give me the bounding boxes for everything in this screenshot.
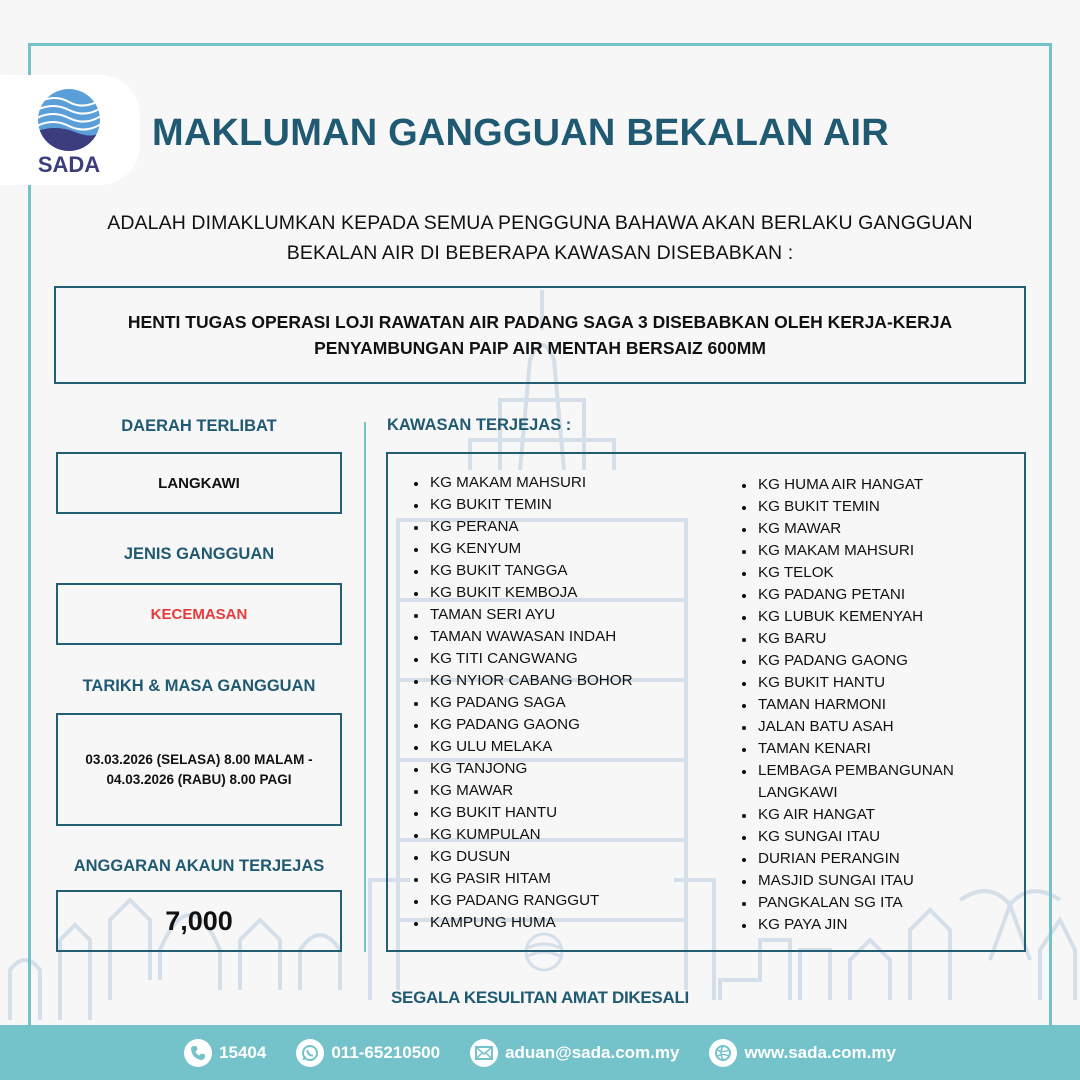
area-item: KG BUKIT TEMIN — [412, 494, 633, 516]
area-item: KG BUKIT KEMBOJA — [412, 582, 633, 604]
district-value: LANGKAWI — [158, 474, 240, 492]
contact-whatsapp[interactable] — [296, 1039, 440, 1067]
affected-areas-label: KAWASAN TERJEJAS : — [387, 416, 572, 434]
cause-line-1: HENTI TUGAS OPERASI LOJI RAWATAN AIR PADANG SAGA 3 DISEBABKAN OLEH KERJA-KERJA — [127, 312, 953, 332]
datetime-line-2: 04.03.2026 (RABU) 8.00 PAGI — [106, 771, 292, 787]
datetime-box — [56, 713, 342, 826]
area-item: KG LUBUK KEMENYAH — [740, 606, 1000, 628]
area-item: KG BUKIT TEMIN — [740, 496, 1000, 518]
affected-areas-box — [386, 452, 1026, 952]
area-item: KG MAKAM MAHSURI — [412, 472, 633, 494]
intro-line-1: ADALAH DIMAKLUMKAN KEPADA SEMUA PENGGUNA BAHAWA AKAN BERLAKU GANGGUAN — [107, 212, 973, 234]
phone-icon — [184, 1039, 212, 1067]
cause-box — [54, 286, 1026, 384]
datetime-line-1: 03.03.2026 (SELASA) 8.00 MALAM - — [85, 751, 313, 767]
accounts-value: 7,000 — [165, 905, 233, 936]
area-item: KG TANJONG — [412, 758, 633, 780]
area-item: KG PAYA JIN — [740, 914, 1000, 936]
disruption-type-label: JENIS GANGGUAN — [123, 545, 275, 563]
area-item: KG KUMPULAN — [412, 824, 633, 846]
area-item: KG PADANG PETANI — [740, 584, 1000, 606]
area-item: KG HUMA AIR HANGAT — [740, 474, 1000, 496]
area-item: LEMBAGA PEMBANGUNAN LANGKAWI — [740, 760, 1000, 804]
area-item: KG TITI CANGWANG — [412, 648, 633, 670]
area-item: KG SUNGAI ITAU — [740, 826, 1000, 848]
email-icon — [470, 1039, 498, 1067]
area-item: KG MAKAM MAHSURI — [740, 540, 1000, 562]
area-item: KG AIR HANGAT — [740, 804, 1000, 826]
whatsapp-icon — [296, 1039, 324, 1067]
area-item: KG KENYUM — [412, 538, 633, 560]
hotline-number: 15404 — [219, 1042, 267, 1062]
district-value-box — [56, 452, 342, 514]
area-item: KG PADANG RANGGUT — [412, 890, 633, 912]
area-item: JALAN BATU ASAH — [740, 716, 1000, 738]
area-item: KG ULU MELAKA — [412, 736, 633, 758]
contact-footer — [0, 1025, 1080, 1080]
area-item: KG PERANA — [412, 516, 633, 538]
area-item: KG NYIOR CABANG BOHOR — [412, 670, 633, 692]
accounts-label: ANGGARAN AKAUN TERJEJAS — [73, 857, 325, 875]
intro-text — [60, 208, 1020, 268]
cause-text — [128, 309, 952, 361]
website-url: www.sada.com.my — [744, 1042, 896, 1062]
area-item: KG MAWAR — [740, 518, 1000, 540]
contact-hotline[interactable] — [184, 1039, 266, 1067]
area-item: DURIAN PERANGIN — [740, 848, 1000, 870]
svg-text:SADA: SADA — [37, 152, 101, 176]
area-item: KG BARU — [740, 628, 1000, 650]
area-item: KG PADANG GAONG — [412, 714, 633, 736]
area-item: TAMAN KENARI — [740, 738, 1000, 760]
areas-list-left — [412, 472, 633, 934]
area-item: TAMAN HARMONI — [740, 694, 1000, 716]
area-item: KG BUKIT HANTU — [740, 672, 1000, 694]
area-item: TAMAN WAWASAN INDAH — [412, 626, 633, 648]
cause-line-2: PENYAMBUNGAN PAIP AIR MENTAH BERSAIZ 600MM — [314, 338, 766, 358]
area-item: KG MAWAR — [412, 780, 633, 802]
area-item: KAMPUNG HUMA — [412, 912, 633, 934]
area-item: MASJID SUNGAI ITAU — [740, 870, 1000, 892]
globe-icon — [709, 1039, 737, 1067]
column-divider — [364, 422, 366, 952]
contact-email[interactable] — [470, 1039, 679, 1067]
sada-logo — [35, 88, 103, 176]
page-title: MAKLUMAN GANGGUAN BEKALAN AIR — [152, 112, 889, 154]
closing-apology: SEGALA KESULITAN AMAT DIKESALI — [391, 988, 689, 1007]
accounts-box — [56, 890, 342, 952]
area-item: KG BUKIT TANGGA — [412, 560, 633, 582]
datetime-label: TARIKH & MASA GANGGUAN — [82, 677, 316, 695]
disruption-type-value: KECEMASAN — [150, 605, 248, 623]
disruption-type-box — [56, 583, 342, 645]
district-label: DAERAH TERLIBAT — [121, 417, 277, 435]
area-item: KG PADANG SAGA — [412, 692, 633, 714]
areas-list-right — [740, 474, 1000, 936]
whatsapp-number: 011-65210500 — [331, 1042, 441, 1062]
area-item: PANGKALAN SG ITA — [740, 892, 1000, 914]
area-item: KG BUKIT HANTU — [412, 802, 633, 824]
area-item: KG DUSUN — [412, 846, 633, 868]
area-item: KG PASIR HITAM — [412, 868, 633, 890]
area-item: KG PADANG GAONG — [740, 650, 1000, 672]
intro-line-2: BEKALAN AIR DI BEBERAPA KAWASAN DISEBABKAN : — [286, 242, 794, 264]
area-item: KG TELOK — [740, 562, 1000, 584]
contact-website[interactable] — [709, 1039, 895, 1067]
area-item: TAMAN SERI AYU — [412, 604, 633, 626]
email-address: aduan@sada.com.my — [505, 1042, 680, 1062]
